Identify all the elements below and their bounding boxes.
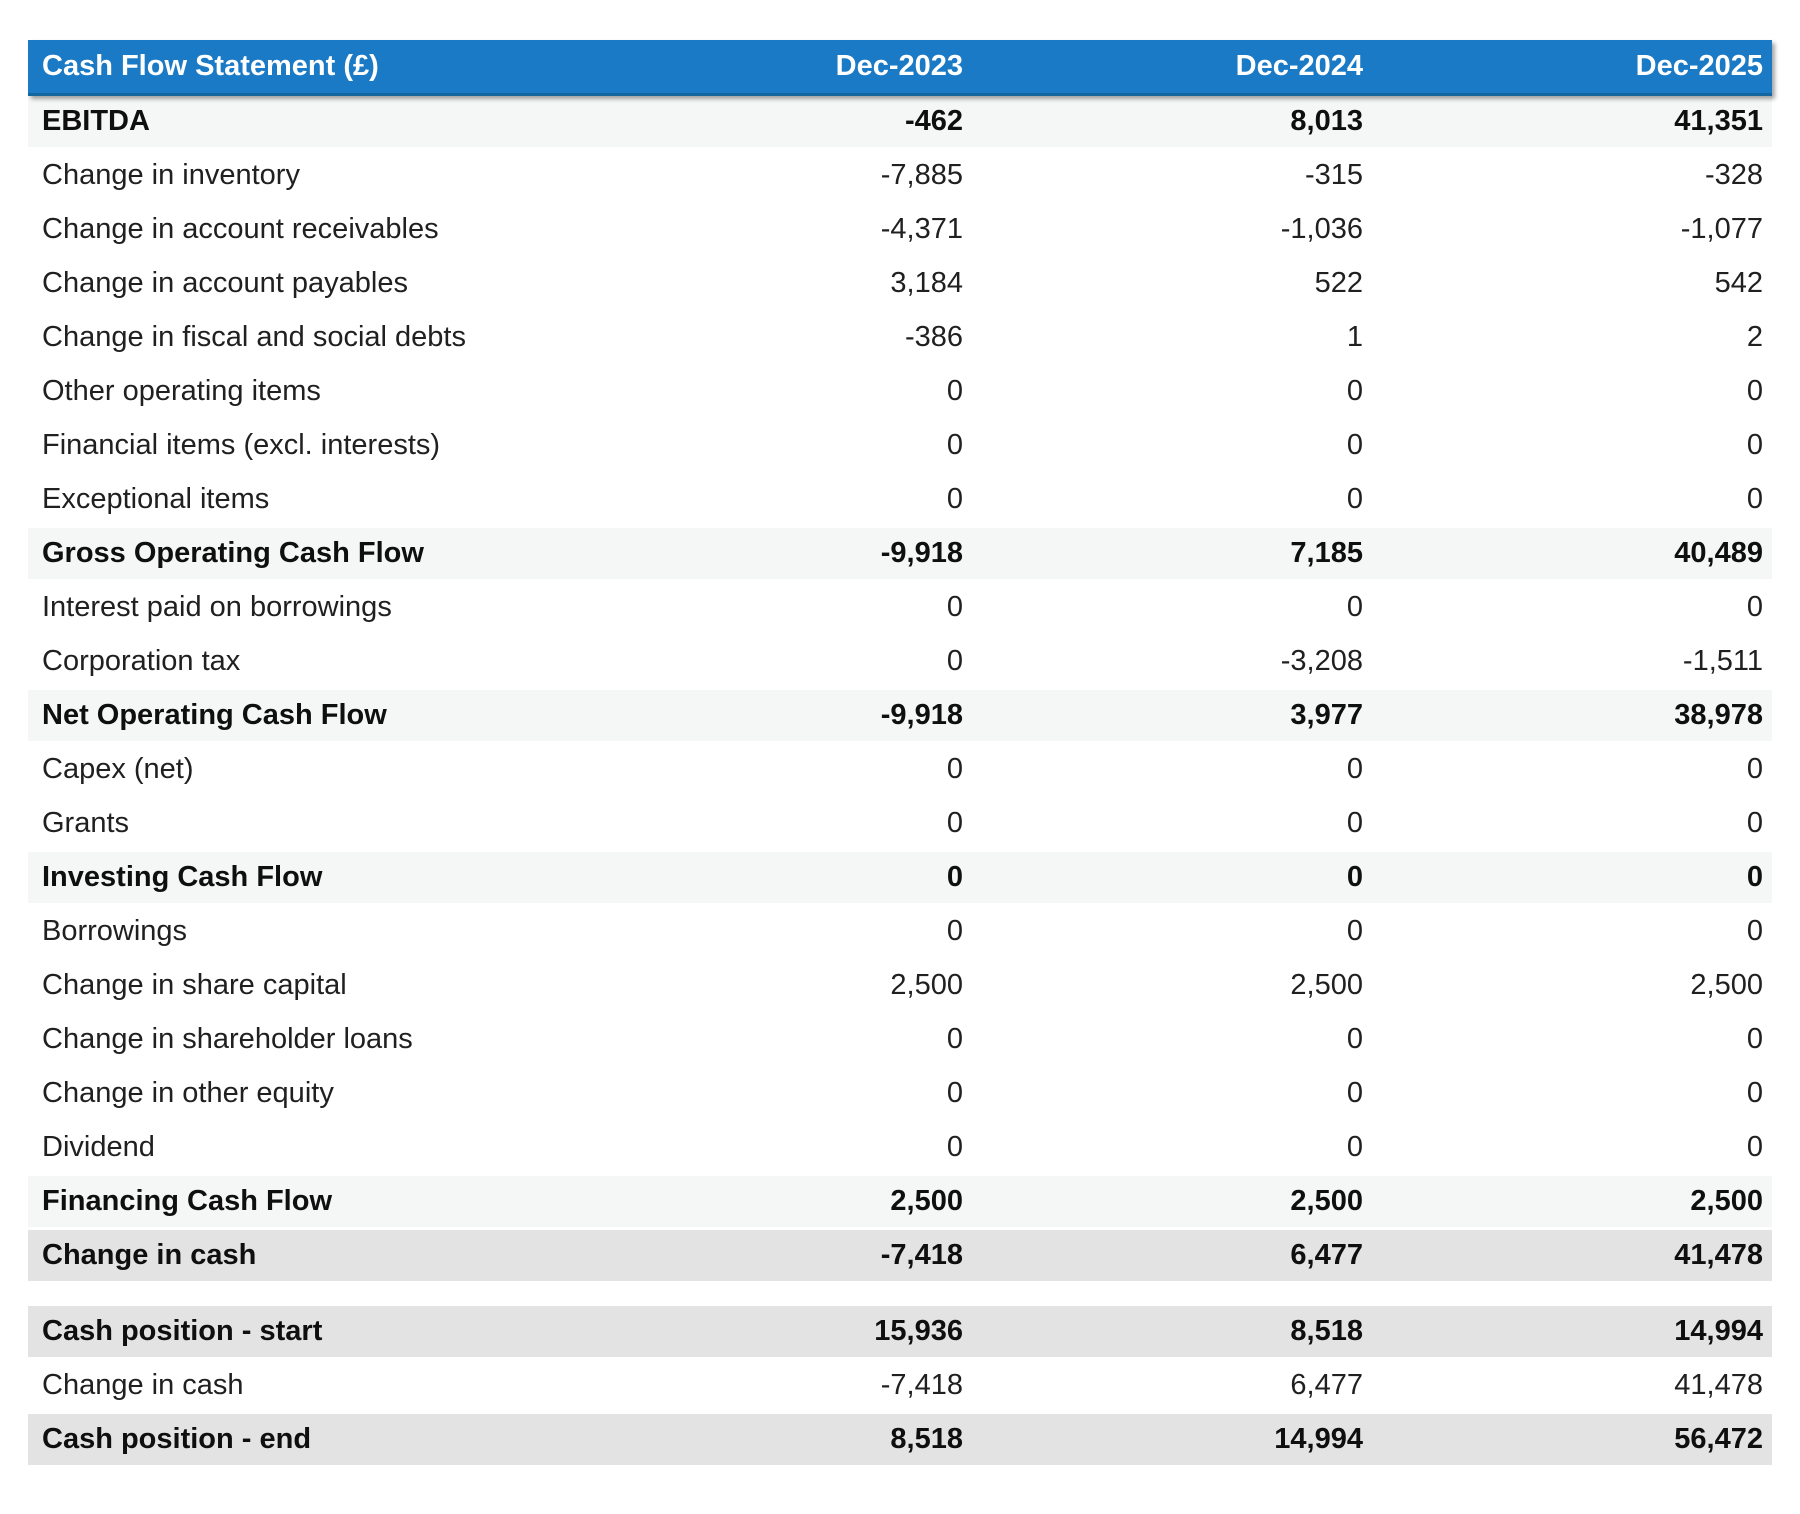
- cell-value: 15,936: [874, 1315, 963, 1347]
- cell-value: 0: [1746, 591, 1763, 623]
- row-label: Change in fiscal and social debts: [42, 321, 466, 353]
- cell-value: 38,978: [1674, 699, 1763, 731]
- table-row: [28, 420, 1772, 471]
- cell-value: 522: [1314, 267, 1363, 299]
- table-row: [28, 204, 1772, 255]
- row-label: Borrowings: [42, 915, 188, 947]
- cell-value: -1,077: [1680, 213, 1763, 245]
- cell-value: 0: [946, 861, 963, 893]
- cell-value: 542: [1714, 267, 1763, 299]
- row-label: EBITDA: [42, 105, 150, 137]
- cell-value: 2,500: [1690, 969, 1763, 1001]
- cell-value: -315: [1304, 159, 1363, 191]
- row-label: Change in account payables: [42, 267, 408, 299]
- table-row: [28, 96, 1772, 147]
- cell-value: 7,185: [1290, 537, 1363, 569]
- table-header-row: [28, 40, 1772, 96]
- cell-value: 2,500: [1290, 1185, 1363, 1217]
- cell-value: 2,500: [1290, 969, 1363, 1001]
- table-row: [28, 150, 1772, 201]
- cell-value: 0: [1746, 753, 1763, 785]
- cell-value: 0: [1746, 807, 1763, 839]
- row-label: Change in inventory: [42, 159, 300, 191]
- cell-value: 0: [1346, 1131, 1363, 1163]
- table-row: [28, 1306, 1772, 1357]
- cash-flow-statement-table: [28, 40, 1772, 1468]
- cell-value: 2: [1746, 321, 1763, 353]
- cell-value: -7,418: [880, 1369, 963, 1401]
- cell-value: -1,511: [1682, 645, 1763, 677]
- cell-value: 0: [946, 1077, 963, 1109]
- cell-value: 2,500: [890, 1185, 963, 1217]
- table-row: [28, 744, 1772, 795]
- cell-value: 0: [1346, 753, 1363, 785]
- cell-value: 0: [1746, 1131, 1763, 1163]
- cell-value: 0: [1746, 483, 1763, 515]
- cell-value: -3,208: [1280, 645, 1363, 677]
- row-label: Corporation tax: [42, 645, 241, 677]
- row-label: Financing Cash Flow: [42, 1185, 333, 1217]
- row-label: Change in share capital: [42, 969, 347, 1001]
- table-row: [28, 852, 1772, 903]
- cell-value: 6,477: [1290, 1369, 1363, 1401]
- cell-value: 0: [1346, 483, 1363, 515]
- table-body: [28, 96, 1772, 1465]
- cell-value: 41,351: [1674, 105, 1763, 137]
- cell-value: 0: [1346, 429, 1363, 461]
- cell-value: 14,994: [1674, 1315, 1763, 1347]
- cell-value: 8,518: [1290, 1315, 1363, 1347]
- row-label: Dividend: [42, 1131, 155, 1163]
- table-row: [28, 1014, 1772, 1065]
- cell-value: 2,500: [1690, 1185, 1763, 1217]
- cell-value: -386: [904, 321, 963, 353]
- table-row: [28, 258, 1772, 309]
- row-label: Financial items (excl. interests): [42, 429, 441, 461]
- table-row: [28, 798, 1772, 849]
- cell-value: 14,994: [1274, 1423, 1363, 1455]
- cell-value: 0: [1746, 375, 1763, 407]
- cell-value: 0: [1346, 1023, 1363, 1055]
- cell-value: 0: [946, 1023, 963, 1055]
- cell-value: 8,518: [890, 1423, 963, 1455]
- cell-value: 0: [1746, 915, 1763, 947]
- cell-value: 8,013: [1290, 105, 1363, 137]
- cell-value: 0: [1346, 591, 1363, 623]
- row-label: Change in shareholder loans: [42, 1023, 413, 1055]
- row-label: Cash position - end: [42, 1423, 312, 1455]
- table-row: [28, 1414, 1772, 1465]
- cell-value: 41,478: [1674, 1369, 1763, 1401]
- row-label: Capex (net): [42, 753, 194, 785]
- cell-value: 0: [946, 753, 963, 785]
- cell-value: -9,918: [880, 537, 963, 569]
- cell-value: 2,500: [890, 969, 963, 1001]
- cell-value: 0: [1346, 375, 1363, 407]
- table-row: [28, 312, 1772, 363]
- cell-value: -1,036: [1280, 213, 1363, 245]
- table-row: [28, 636, 1772, 687]
- cell-value: 0: [1746, 861, 1763, 893]
- row-label: Change in cash: [42, 1239, 257, 1271]
- table-row: [28, 582, 1772, 633]
- cell-value: 6,477: [1290, 1239, 1363, 1271]
- column-header-year-2: Dec-2024: [1235, 50, 1363, 82]
- row-label: Other operating items: [42, 375, 321, 407]
- cell-value: 3,977: [1290, 699, 1363, 731]
- cell-value: 0: [1746, 429, 1763, 461]
- table-row: [28, 1360, 1772, 1411]
- column-header-year-1: Dec-2023: [835, 50, 963, 82]
- cell-value: 0: [1346, 1077, 1363, 1109]
- table-row: [28, 1122, 1772, 1173]
- cell-value: 41,478: [1674, 1239, 1763, 1271]
- table-row: [28, 1230, 1772, 1281]
- row-label: Gross Operating Cash Flow: [42, 537, 424, 569]
- row-label: Interest paid on borrowings: [42, 591, 392, 623]
- cell-value: 56,472: [1674, 1423, 1763, 1455]
- row-label: Net Operating Cash Flow: [42, 699, 387, 731]
- cell-value: 1: [1346, 321, 1363, 353]
- cell-value: 0: [946, 915, 963, 947]
- cell-value: -462: [904, 105, 963, 137]
- cell-value: -7,885: [880, 159, 963, 191]
- spacer-row: [28, 1284, 1772, 1303]
- row-label: Grants: [42, 807, 130, 839]
- cell-value: 0: [946, 483, 963, 515]
- table-title: [28, 50, 572, 83]
- cell-value: 0: [1346, 807, 1363, 839]
- cell-value: -4,371: [880, 213, 963, 245]
- row-label: Change in account receivables: [42, 213, 439, 245]
- table-row: [28, 366, 1772, 417]
- cell-value: 3,184: [890, 267, 963, 299]
- table-row: [28, 1068, 1772, 1119]
- row-label: Change in cash: [42, 1369, 244, 1401]
- cell-value: 0: [946, 1131, 963, 1163]
- row-label: Exceptional items: [42, 483, 270, 515]
- cell-value: 0: [946, 591, 963, 623]
- row-label: Change in other equity: [42, 1077, 334, 1109]
- table-row: [28, 474, 1772, 525]
- row-label: Cash position - start: [42, 1315, 323, 1347]
- cell-value: 0: [1346, 915, 1363, 947]
- cell-value: -9,918: [880, 699, 963, 731]
- table-row: [28, 1176, 1772, 1227]
- cell-value: 0: [946, 645, 963, 677]
- cell-value: 40,489: [1674, 537, 1763, 569]
- cell-value: -7,418: [880, 1239, 963, 1271]
- table-row: [28, 690, 1772, 741]
- column-header-year-3: Dec-2025: [1635, 50, 1763, 82]
- table-row: [28, 960, 1772, 1011]
- table-title-text: Cash Flow Statement (£): [42, 50, 379, 82]
- cell-value: -328: [1704, 159, 1763, 191]
- cell-value: 0: [1746, 1077, 1763, 1109]
- cell-value: 0: [946, 429, 963, 461]
- cell-value: 0: [946, 807, 963, 839]
- cell-value: 0: [1746, 1023, 1763, 1055]
- table-row: [28, 906, 1772, 957]
- cell-value: 0: [1346, 861, 1363, 893]
- cell-value: 0: [946, 375, 963, 407]
- row-label: Investing Cash Flow: [42, 861, 323, 893]
- table-row: [28, 528, 1772, 579]
